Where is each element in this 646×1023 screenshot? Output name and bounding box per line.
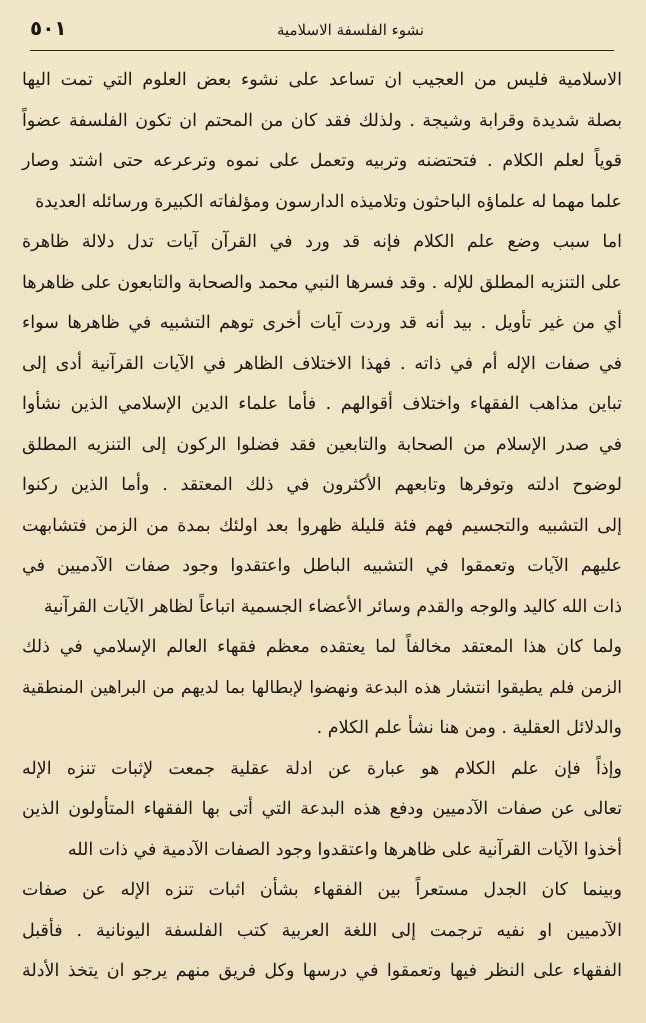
text-line: ولما كان هذا المعتقد مخالفاً لما يعتقده معظم فقهاء العالم الإسلامي في ذلك (22, 637, 622, 657)
text-line: في صدر الإسلام من الصحابة والتابعين فقد فضلوا الركون إلى التنزيه المطلق (22, 434, 622, 455)
text-line: تعالى عن صفات الآدميين ودفع هذه البدعة التي أتى بها الفقهاء المتأولون الذين (22, 799, 622, 819)
text-line: الآدميين او نفيه ترجمت إلى اللغة العربية كتب الفلسفة اليونانية . فأقبل (22, 920, 622, 941)
text-line: لوضوح ادلته وتوفرها وتابعهم الأكثرون في ذلك المعتقد . وأما الذين ركنوا (22, 475, 622, 495)
text-line: أي من غير تأويل . بيد أنه قد وردت آيات أخرى توهم التشبيه في ظاهرها سواء (22, 313, 622, 333)
page-number: ٥٠١ (30, 16, 67, 40)
page-header (30, 14, 614, 44)
text-line: وبينما كان الجدل مستعراً بين الفقهاء بشأن اثبات تنزه الإله عن صفات (22, 880, 622, 900)
text-line: أخذوا الآيات القرآنية على ظاهرها واعتقدوا وجود الصفات الآدمية في ذات الله (67, 839, 622, 860)
text-line: بصلة شديدة وقرابة وشيجة . ولذلك فقد كان من المحتم ان تكون الفلسفة عضواً (22, 110, 622, 131)
text-line: اما سبب وضع علم الكلام فإنه قد ورد في القرآن آيات تدل دلالة ظاهرة (22, 232, 622, 252)
text-line: ذات الله كاليد والوجه والقدم وسائر الأعضاء الجسمية اتباعاً لظاهر الآيات القرآنية (43, 596, 622, 617)
body-text (22, 60, 622, 992)
text-line: في صفات الإله أم في ذاته . فهذا الاختلاف الظاهر في الآيات القرآنية أدى إلى (22, 353, 622, 374)
text-line: قوياً لعلم الكلام . فتحتضنه وتربيه وتعمل على نموه وترعرعه حتى اشتد وصار (22, 151, 622, 171)
text-line: عليهم الآيات وتعمقوا في التشبيه الباطل واعتقدوا وجود صفات الآدميين في (22, 556, 622, 576)
text-line: وإذاً فإن علم الكلام هو عبارة عن ادلة عقلية جمعت لإثبات تنزه الإله (22, 758, 622, 779)
text-line: الفقهاء على النظر فيها وتعمقوا في درسها وكل فريق منهم يرجو ان يتخذ الأدلة (22, 961, 622, 981)
text-line: والدلائل العقلية . ومن هنا نشأ علم الكلام . (316, 718, 622, 738)
text-line: الزمن فلم يطيقوا انتشار هذه البدعة ونهضوا لإبطالها بما لديهم من البراهين المنطقية (22, 677, 622, 698)
running-title: نشوء الفلسفة الاسلامية (276, 21, 424, 39)
text-line: علما مهما له علماؤه الباحثون وتلاميذه الدارسون ومؤلفاته الكبيرة ورسائله العديدة (35, 191, 622, 212)
header-rule (30, 50, 614, 51)
text-line: تباين مذاهب الفقهاء واختلاف أقوالهم . فأما علماء الدين الإسلامي الذين نشأوا (22, 394, 622, 414)
text-line: إلى التشبيه والتجسيم فهم فئة قليلة ظهروا بعد اولئك بمدة من الزمن فتشابهت (22, 515, 622, 536)
text-line: على التنزيه المطلق للإله . وقد فسرها النبي محمد والصحابة والتابعون على ظاهرها (22, 272, 622, 293)
text-line: الاسلامية فليس من العجيب ان تساعد على نشوء بعض العلوم التي تمت اليها (22, 70, 622, 90)
